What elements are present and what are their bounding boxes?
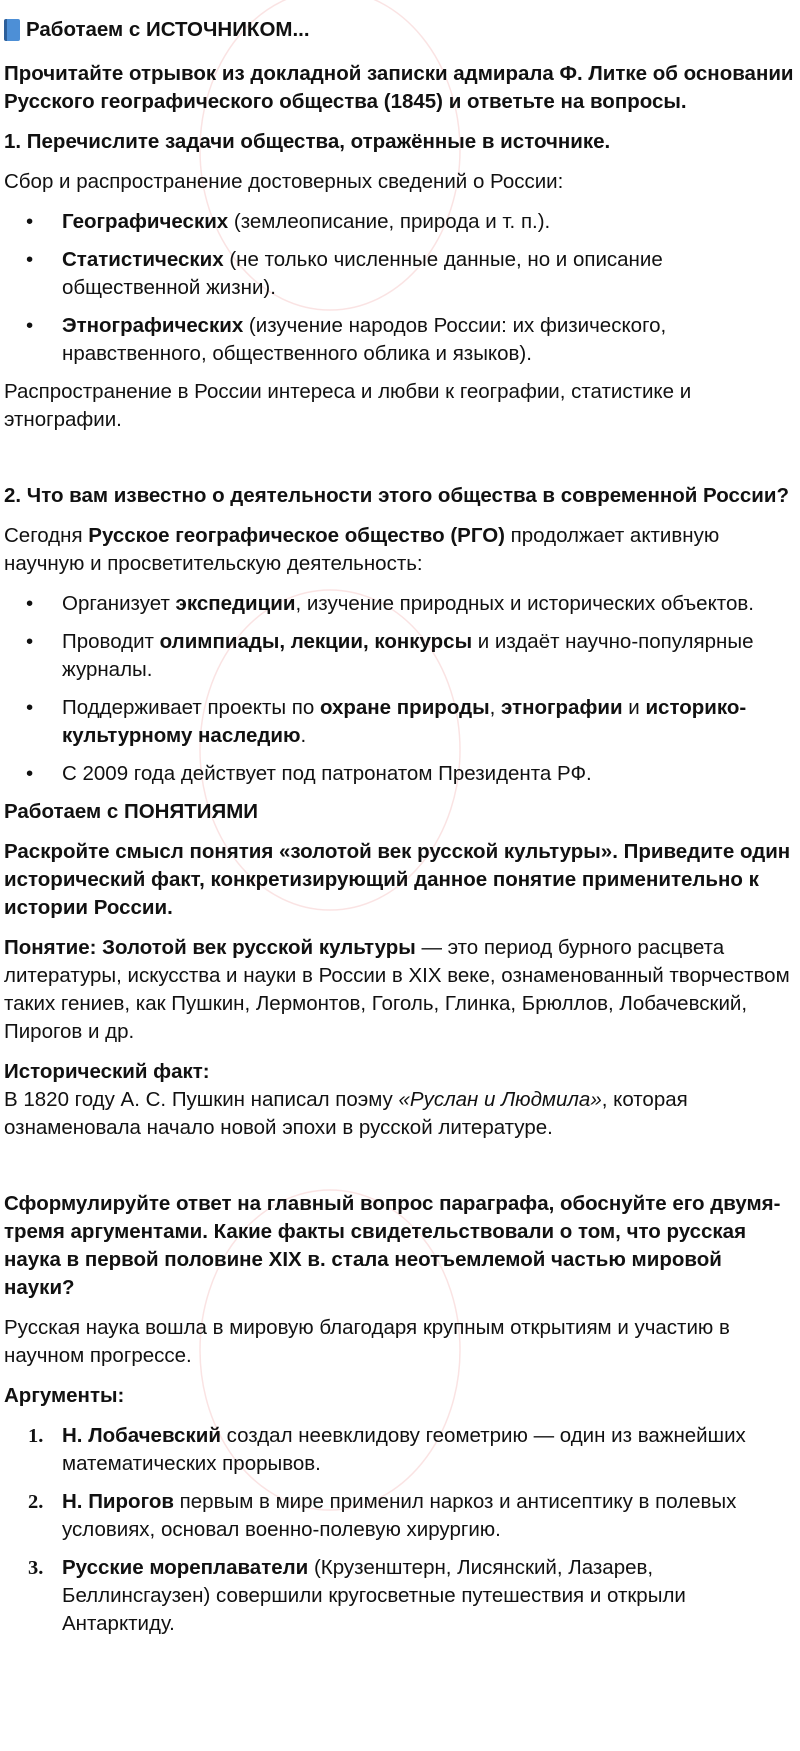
text: Работаем с ПОНЯТИЯМИ [4, 800, 259, 823]
bold-text: Статистических [62, 248, 224, 271]
list-item [4, 590, 794, 618]
text: Распространение в России интереса и любви к географии, статистике и этнографии. [4, 380, 692, 431]
text: (землеописание, природа и т. п.). [228, 210, 551, 233]
paragraph [4, 522, 794, 578]
bold-text: Русские мореплаватели [62, 1556, 309, 1579]
bold-text: Русское географическое общество (РГО) [88, 524, 505, 547]
text: и [622, 696, 646, 719]
section-title [4, 16, 794, 44]
bold-text: Понятие: Золотой век русской культуры [4, 936, 416, 959]
section-title-text: Работаем с ИСТОЧНИКОМ... [26, 18, 310, 41]
spacer [4, 446, 794, 482]
bold-text: охране природы [319, 696, 490, 719]
text: , которая ознаменовала начало новой эпохи в русской литературе. [4, 1088, 688, 1139]
number-marker: 2. [28, 1491, 44, 1513]
bullet-marker: • [26, 592, 34, 615]
text: (изучение народов России: их физического, нравственного, общественного облика и языков). [62, 314, 667, 365]
text: Сбор и распространение достоверных сведений о России: [4, 170, 564, 193]
text: Аргументы: [4, 1384, 125, 1407]
number-marker: 1. [28, 1425, 44, 1447]
text: Русская наука вошла в мировую благодаря крупным открытиям и участию в научном прогрессе. [4, 1316, 730, 1367]
list-item [4, 760, 794, 788]
text: , [489, 696, 501, 719]
content [4, 60, 794, 1638]
text: 2. Что вам известно о деятельности этого общества в современной России? [4, 484, 789, 507]
list-item [4, 628, 794, 684]
paragraph [4, 1058, 794, 1142]
bold-text: Н. Пирогов [62, 1490, 174, 1513]
numbered-list [4, 1422, 794, 1638]
text: , изучение природных и исторических объектов. [295, 592, 754, 615]
bullet-marker: • [26, 696, 34, 719]
document [4, 16, 794, 1648]
text: . [300, 724, 307, 747]
bullet-marker: • [26, 762, 34, 785]
bullet-list [4, 208, 794, 368]
paragraph [4, 1314, 794, 1370]
text: С 2009 года действует под патронатом Президента РФ. [62, 762, 592, 785]
bold-text: экспедиции [175, 592, 296, 615]
text: и издаёт научно-популярные журналы. [62, 630, 754, 681]
text: продолжает активную научную и просветительскую деятельность: [4, 524, 720, 575]
paragraph [4, 168, 794, 196]
question-heading [4, 1190, 794, 1302]
list-item [4, 246, 794, 302]
text: (Крузенштерн, Лисянский, Лазарев, Беллинсгаузен) совершили кругосветные путешествия и открыли Антарктиду. [62, 1556, 686, 1635]
bullet-list [4, 590, 794, 788]
bold-text: Н. Лобачевский [62, 1424, 221, 1447]
bullet-marker: • [26, 630, 34, 653]
list-item [4, 208, 794, 236]
text: Организует [62, 592, 176, 615]
bold-text: олимпиады, лекции, конкурсы [159, 630, 473, 653]
text: первым в мире применил наркоз и антисептику в полевых условиях, основал военно-полевую хирургию. [62, 1490, 737, 1541]
spacer [4, 1154, 794, 1190]
bold-text: Географических [62, 210, 229, 233]
bold-text: Исторический факт: [4, 1060, 210, 1083]
question-heading [4, 798, 794, 826]
paragraph [4, 934, 794, 1046]
bold-text: историко-культурному наследию [62, 696, 747, 747]
text: создал неевклидову геометрию — один из важнейших математических прорывов. [62, 1424, 746, 1475]
bullet-marker: • [26, 248, 34, 271]
number-marker: 3. [28, 1557, 44, 1579]
list-item [4, 694, 794, 750]
italic-text: «Руслан и Людмила» [398, 1088, 602, 1111]
list-item [4, 1422, 794, 1478]
question-heading [4, 1382, 794, 1410]
question-heading [4, 838, 794, 922]
text: Прочитайте отрывок из докладной записки адмирала Ф. Литке об основании Русского географического общества (1845) и ответьте на вопросы. [4, 62, 794, 113]
paragraph [4, 378, 794, 434]
bullet-marker: • [26, 210, 34, 233]
question-heading [4, 60, 794, 116]
bullet-marker: • [26, 314, 34, 337]
bold-text: этнографии [501, 696, 623, 719]
text: (не только численные данные, но и описание общественной жизни). [62, 248, 663, 299]
list-item [4, 1488, 794, 1544]
text: Сформулируйте ответ на главный вопрос параграфа, обоснуйте его двумя-тремя аргументами. Какие факты свидетельствовали о том, что русская наука в первой половине XIX в. стала неотъемлемой частью мировой науки? [4, 1192, 781, 1299]
question-heading [4, 482, 794, 510]
text: В 1820 году А. С. Пушкин написал поэму [4, 1088, 399, 1111]
text: Раскройте смысл понятия «золотой век русской культуры». Приведите один исторический факт, конкретизирующий данное понятие применительно к истории России. [4, 840, 791, 919]
list-item [4, 1554, 794, 1638]
text: — это период бурного расцвета литературы, искусства и науки в России в XIX веке, ознаменованный творчеством таких гениев, как Пушкин, Лермонтов, Гоголь, Глинка, Брюллов, Лобачевский, Пирогов и др. [4, 936, 790, 1043]
bold-text: Этнографических [62, 314, 244, 337]
text: Проводит [62, 630, 160, 653]
book-icon [4, 19, 20, 41]
list-item [4, 312, 794, 368]
text: Поддерживает проекты по [62, 696, 320, 719]
text: 1. Перечислите задачи общества, отражённые в источнике. [4, 130, 611, 153]
text: Сегодня [4, 524, 89, 547]
question-heading [4, 128, 794, 156]
